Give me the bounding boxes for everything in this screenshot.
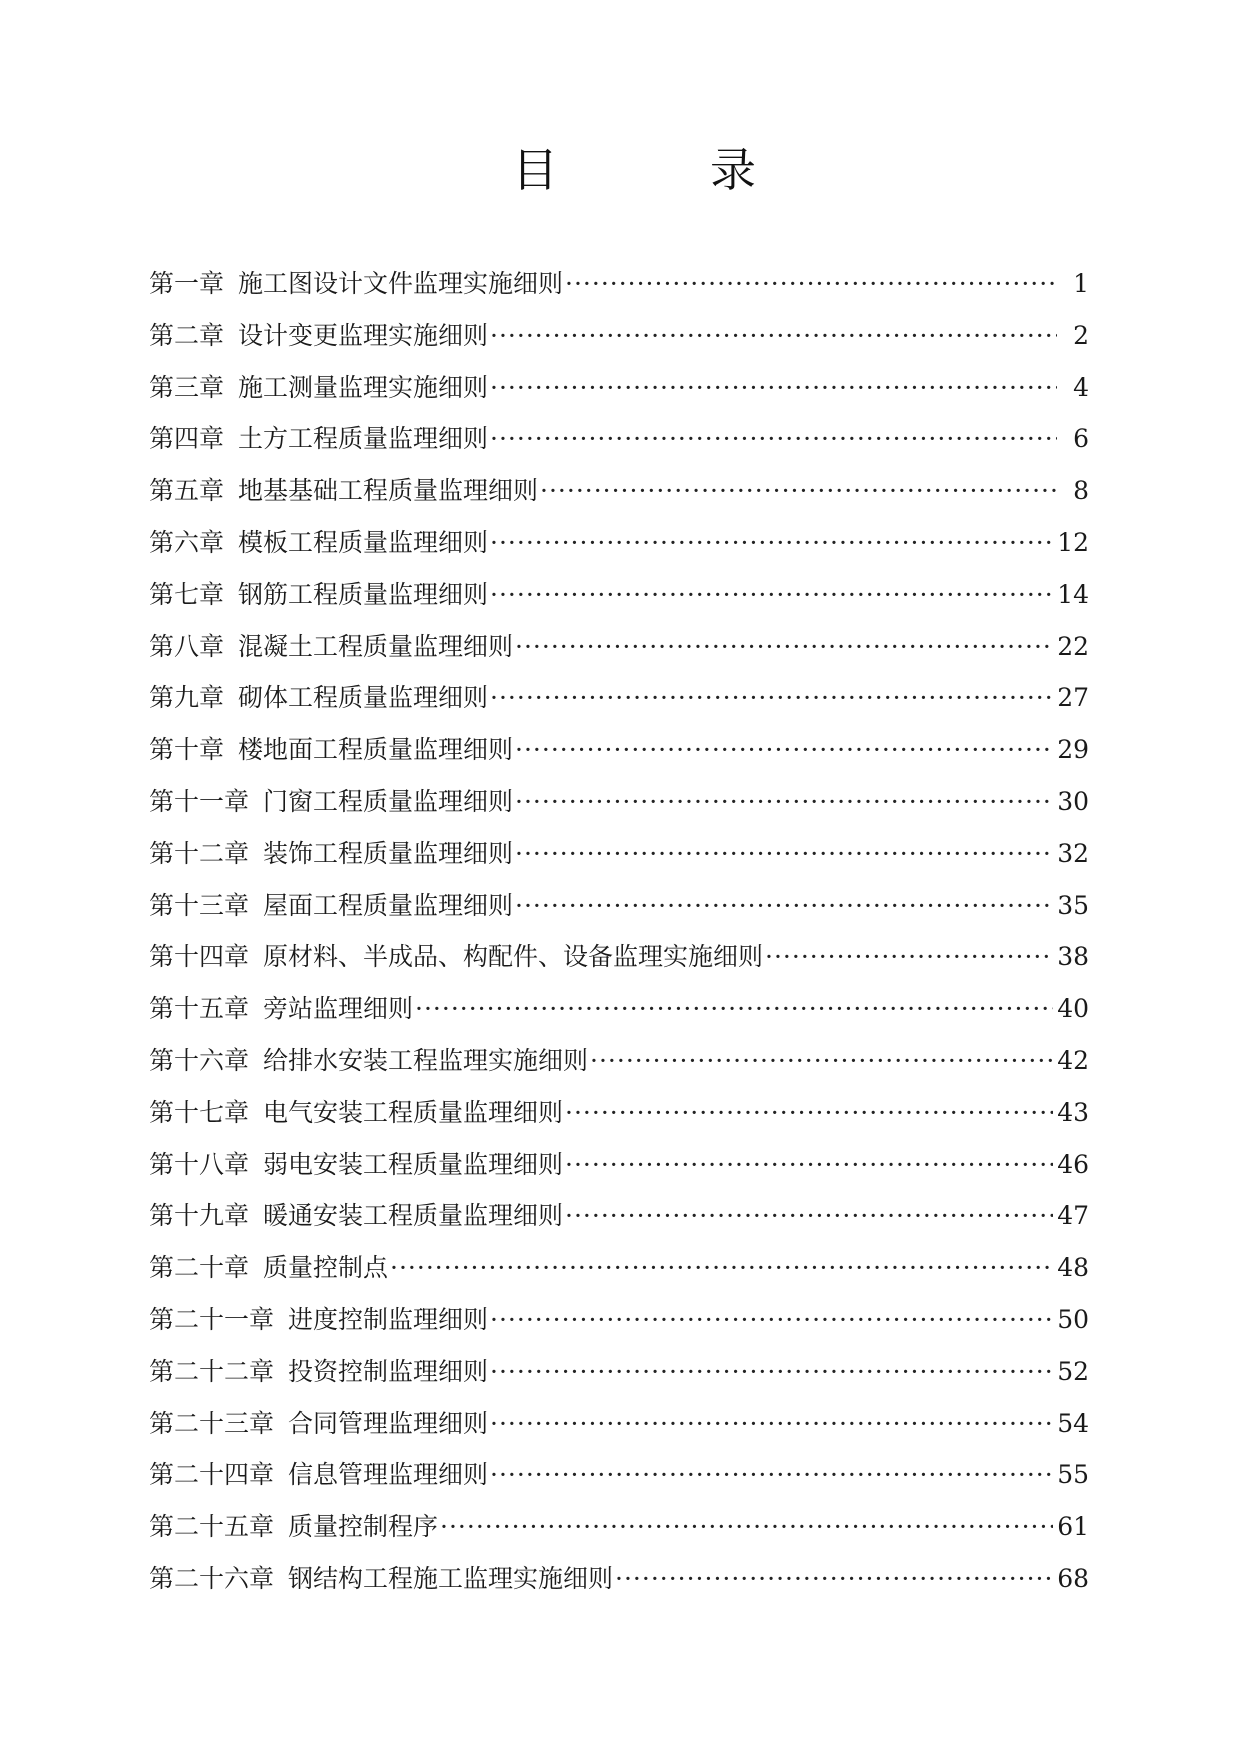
toc-page-number: 22: [1057, 631, 1089, 661]
toc-chapter-number: 第十七章: [149, 1097, 250, 1127]
toc-chapter-title: 楼地面工程质量监理细则: [238, 735, 514, 765]
table-of-contents: [149, 258, 1089, 1605]
toc-chapter-title: 门窗工程质量监理细则: [263, 786, 514, 816]
toc-chapter-number: 第六章: [149, 527, 225, 557]
dot-leader: [390, 1242, 1053, 1294]
toc-chapter-title: 暖通安装工程质量监理细则: [263, 1201, 564, 1231]
toc-chapter-number: 第九章: [149, 683, 225, 713]
toc-page-number: 4: [1073, 372, 1089, 402]
toc-page-number: 35: [1057, 890, 1089, 920]
toc-page-number: 55: [1057, 1460, 1089, 1490]
toc-entry[interactable]: [149, 1553, 1089, 1605]
toc-page-number: 42: [1057, 1045, 1089, 1075]
toc-entry[interactable]: [149, 1294, 1089, 1346]
toc-entry[interactable]: [149, 569, 1089, 621]
toc-chapter-title: 进度控制监理细则: [288, 1304, 489, 1334]
toc-chapter-title: 质量控制点: [263, 1253, 389, 1283]
toc-page-number: 43: [1057, 1097, 1089, 1127]
toc-entry[interactable]: [149, 828, 1089, 880]
toc-entry[interactable]: [149, 672, 1089, 724]
toc-page-number: 27: [1057, 683, 1089, 713]
dot-leader: [490, 1398, 1053, 1450]
toc-chapter-number: 第十二章: [149, 838, 250, 868]
toc-entry[interactable]: [149, 983, 1089, 1035]
toc-entry[interactable]: [149, 931, 1089, 983]
toc-chapter-title: 砌体工程质量监理细则: [238, 683, 489, 713]
dot-leader: [490, 1294, 1053, 1346]
dot-leader: [615, 1553, 1053, 1605]
dot-leader: [590, 1035, 1053, 1087]
toc-entry[interactable]: [149, 413, 1089, 465]
toc-page-number: 29: [1057, 735, 1089, 765]
toc-entry[interactable]: [149, 1501, 1089, 1553]
toc-entry[interactable]: [149, 258, 1089, 310]
dot-leader: [490, 569, 1053, 621]
toc-chapter-title: 合同管理监理细则: [288, 1408, 489, 1438]
dot-leader: [540, 465, 1057, 517]
toc-chapter-title: 信息管理监理细则: [288, 1460, 489, 1490]
toc-chapter-number: 第八章: [149, 631, 225, 661]
toc-chapter-title: 施工图设计文件监理实施细则: [238, 269, 564, 298]
toc-entry[interactable]: [149, 776, 1089, 828]
toc-chapter-number: 第二十二章: [149, 1356, 275, 1386]
toc-chapter-title: 地基基础工程质量监理细则: [238, 476, 539, 506]
toc-chapter-number: 第二十三章: [149, 1408, 275, 1438]
toc-page-number: 32: [1057, 838, 1089, 868]
toc-page-number: 46: [1057, 1149, 1089, 1179]
toc-chapter-title: 电气安装工程质量监理细则: [263, 1097, 564, 1127]
dot-leader: [515, 621, 1053, 673]
toc-entry[interactable]: [149, 517, 1089, 569]
toc-chapter-title: 钢结构工程施工监理实施细则: [288, 1563, 614, 1593]
toc-page-number: 61: [1057, 1512, 1089, 1542]
toc-chapter-title: 旁站监理细则: [263, 994, 414, 1024]
toc-chapter-number: 第十一章: [149, 786, 250, 816]
toc-entry[interactable]: [149, 1139, 1089, 1191]
dot-leader: [565, 1190, 1053, 1242]
toc-chapter-number: 第二章: [149, 320, 225, 350]
toc-page-number: 30: [1057, 786, 1089, 816]
dot-leader: [515, 828, 1053, 880]
toc-chapter-number: 第二十五章: [149, 1512, 275, 1542]
dot-leader: [565, 1087, 1053, 1139]
toc-entry[interactable]: [149, 1242, 1089, 1294]
dot-leader: [490, 1346, 1053, 1398]
toc-page-number: 52: [1057, 1356, 1089, 1386]
toc-entry[interactable]: [149, 880, 1089, 932]
dot-leader: [490, 517, 1053, 569]
toc-chapter-number: 第十九章: [149, 1201, 250, 1231]
dot-leader: [490, 672, 1053, 724]
toc-chapter-number: 第二十六章: [149, 1563, 275, 1593]
toc-chapter-number: 第三章: [149, 372, 225, 402]
toc-entry[interactable]: [149, 362, 1089, 414]
dot-leader: [515, 776, 1053, 828]
toc-page-number: 38: [1057, 942, 1089, 972]
toc-chapter-title: 设计变更监理实施细则: [238, 320, 489, 350]
dot-leader: [490, 310, 1057, 362]
toc-page-number: 47: [1057, 1201, 1089, 1231]
toc-chapter-title: 给排水安装工程监理实施细则: [263, 1045, 589, 1075]
toc-chapter-number: 第二十四章: [149, 1460, 275, 1490]
toc-chapter-number: 第十章: [149, 735, 225, 765]
dot-leader: [565, 1139, 1053, 1191]
toc-chapter-number: 第十三章: [149, 890, 250, 920]
toc-chapter-number: 第二十一章: [149, 1304, 275, 1334]
toc-chapter-number: 第五章: [149, 476, 225, 506]
toc-chapter-title: 质量控制程序: [288, 1512, 439, 1542]
toc-chapter-title: 钢筋工程质量监理细则: [238, 579, 489, 609]
toc-page-number: 14: [1057, 579, 1089, 609]
title-char-right: 录: [710, 143, 756, 197]
toc-chapter-title: 混凝土工程质量监理细则: [238, 631, 514, 661]
toc-page-number: 54: [1057, 1408, 1089, 1438]
toc-page-number: 8: [1073, 476, 1089, 506]
toc-page-number: 68: [1057, 1563, 1089, 1593]
toc-page-number: 48: [1057, 1253, 1089, 1283]
toc-page-number: 1: [1073, 269, 1089, 298]
toc-page-number: 40: [1057, 994, 1089, 1024]
dot-leader: [515, 880, 1053, 932]
toc-page-number: 50: [1057, 1304, 1089, 1334]
toc-entry[interactable]: [149, 1346, 1089, 1398]
dot-leader: [565, 258, 1057, 310]
toc-chapter-title: 投资控制监理细则: [288, 1356, 489, 1386]
toc-chapter-title: 模板工程质量监理细则: [238, 527, 489, 557]
toc-entry[interactable]: [149, 1087, 1089, 1139]
dot-leader: [765, 931, 1053, 983]
toc-chapter-number: 第二十章: [149, 1253, 250, 1283]
toc-page-number: 12: [1057, 527, 1089, 557]
toc-page-number: 6: [1073, 424, 1089, 454]
toc-entry[interactable]: [149, 1035, 1089, 1087]
dot-leader: [490, 413, 1057, 465]
toc-chapter-number: 第四章: [149, 424, 225, 454]
dot-leader: [515, 724, 1053, 776]
page-title: [0, 140, 1241, 200]
toc-entry[interactable]: [149, 621, 1089, 673]
toc-chapter-number: 第十五章: [149, 994, 250, 1024]
toc-chapter-title: 施工测量监理实施细则: [238, 372, 489, 402]
toc-chapter-title: 原材料、半成品、构配件、设备监理实施细则: [263, 942, 764, 972]
dot-leader: [490, 362, 1057, 414]
toc-chapter-number: 第七章: [149, 579, 225, 609]
toc-entry[interactable]: [149, 1190, 1089, 1242]
toc-chapter-number: 第十四章: [149, 942, 250, 972]
toc-entry[interactable]: [149, 1449, 1089, 1501]
toc-page-number: 2: [1073, 320, 1089, 350]
toc-entry[interactable]: [149, 310, 1089, 362]
toc-chapter-number: 第十六章: [149, 1045, 250, 1075]
dot-leader: [440, 1501, 1053, 1553]
dot-leader: [415, 983, 1053, 1035]
toc-entry[interactable]: [149, 1398, 1089, 1450]
toc-chapter-number: 第一章: [149, 269, 225, 298]
toc-chapter-title: 弱电安装工程质量监理细则: [263, 1149, 564, 1179]
toc-chapter-title: 装饰工程质量监理细则: [263, 838, 514, 868]
toc-entry[interactable]: [149, 724, 1089, 776]
title-char-left: 目: [512, 143, 558, 197]
toc-chapter-number: 第十八章: [149, 1149, 250, 1179]
toc-entry[interactable]: [149, 465, 1089, 517]
toc-chapter-title: 土方工程质量监理细则: [238, 424, 489, 454]
dot-leader: [490, 1449, 1053, 1501]
toc-chapter-title: 屋面工程质量监理细则: [263, 890, 514, 920]
